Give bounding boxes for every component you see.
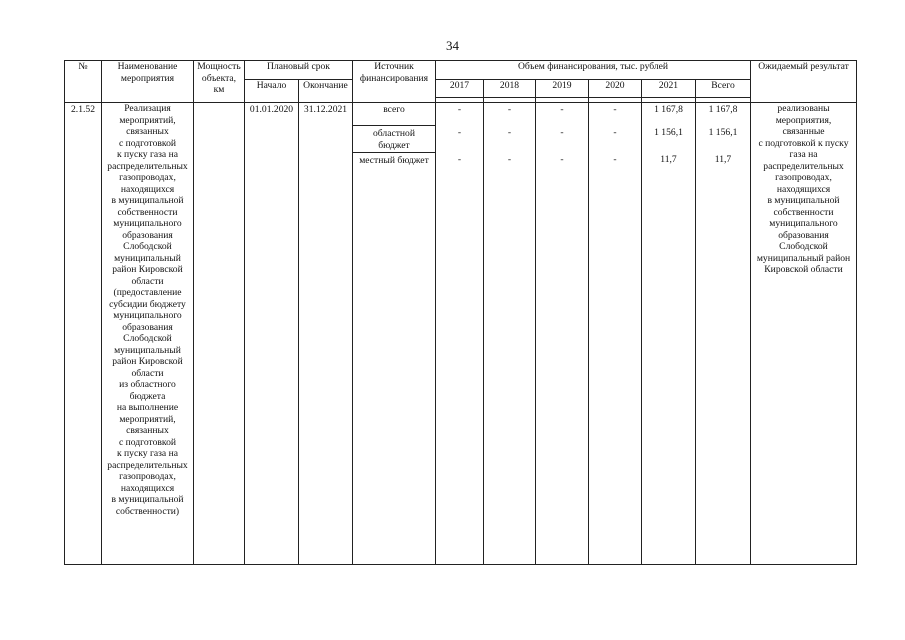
value-cell: - xyxy=(507,104,512,115)
value-cell: 11,7 xyxy=(660,154,677,165)
value-cell: - xyxy=(507,154,512,165)
row-number: 2.1.52 xyxy=(65,103,102,565)
header-funding: Объем финансирования, тыс. рублей xyxy=(436,61,751,80)
row-capacity xyxy=(194,103,245,565)
value-cell: - xyxy=(613,104,617,115)
row-result: реализованы мероприятия, связанные с подготовкой к пуску газа на распределительных газопроводах, находящихся в муниципальной собственности муниципального образования Слободской муниципальный район Кировской области xyxy=(751,103,857,565)
value-cell: - xyxy=(613,127,617,138)
header-result: Ожидаемый результат xyxy=(751,61,857,103)
value-cell: - xyxy=(613,154,617,165)
value-column-2018 xyxy=(484,103,536,565)
total-cell: 1 156,1 xyxy=(708,127,738,138)
value-column-2020 xyxy=(589,103,642,565)
row-start: 01.01.2020 xyxy=(245,103,299,565)
source-label: всего xyxy=(353,104,435,126)
source-label: областной бюджет xyxy=(353,126,435,153)
value-cell: - xyxy=(457,127,462,138)
header-year-2019: 2019 xyxy=(536,80,589,98)
header-name: Наименование мероприятия xyxy=(102,61,194,103)
table-row xyxy=(65,103,857,565)
value-cell: - xyxy=(457,154,462,165)
value-cell: - xyxy=(560,127,564,138)
page-number: 34 xyxy=(446,38,459,53)
header-capacity: Мощность объекта, км xyxy=(194,61,245,103)
header-year-2020: 2020 xyxy=(589,80,642,98)
header-no: № xyxy=(65,61,102,103)
funding-table xyxy=(64,60,857,565)
header-end: Окончание xyxy=(299,80,353,103)
header-start: Начало xyxy=(245,80,299,103)
row-end: 31.12.2021 xyxy=(299,103,353,565)
row-sources xyxy=(353,103,436,565)
value-column-2021 xyxy=(642,103,696,565)
value-cell: 1 156,1 xyxy=(654,127,683,138)
value-cell: - xyxy=(457,104,462,115)
source-label: местный бюджет xyxy=(359,155,429,166)
header-year-2021: 2021 xyxy=(642,80,696,98)
value-column-2019 xyxy=(536,103,589,565)
header-row-1 xyxy=(65,61,857,80)
value-cell: 1 167,8 xyxy=(654,104,683,115)
header-planned-term: Плановый срок xyxy=(245,61,353,80)
header-year-2018: 2018 xyxy=(484,80,536,98)
total-cell: 1 167,8 xyxy=(708,104,738,115)
header-source: Источник финансирования xyxy=(353,61,436,103)
total-cell: 11,7 xyxy=(714,154,732,165)
value-column-total xyxy=(696,103,751,565)
header-total: Всего xyxy=(696,80,751,98)
row-name: Реализация мероприятий, связанных с подготовкой к пуску газа на распределительных газопроводах, находящихся в муниципальной собственности муниципального образования Слободской муниципальный район Кировской области (предоставление субсидии бюджету муниципального образования Слободской муниципальный район Кировской области из областного бюджета на выполнение мероприятий, связанных с подготовкой к пуску газа на распределительных газопроводах, находящихся в муниципальной собственности) xyxy=(102,103,194,565)
value-column-2017 xyxy=(436,103,484,565)
value-cell: - xyxy=(560,104,564,115)
header-year-2017: 2017 xyxy=(436,80,484,98)
value-cell: - xyxy=(560,154,564,165)
value-cell: - xyxy=(507,127,512,138)
